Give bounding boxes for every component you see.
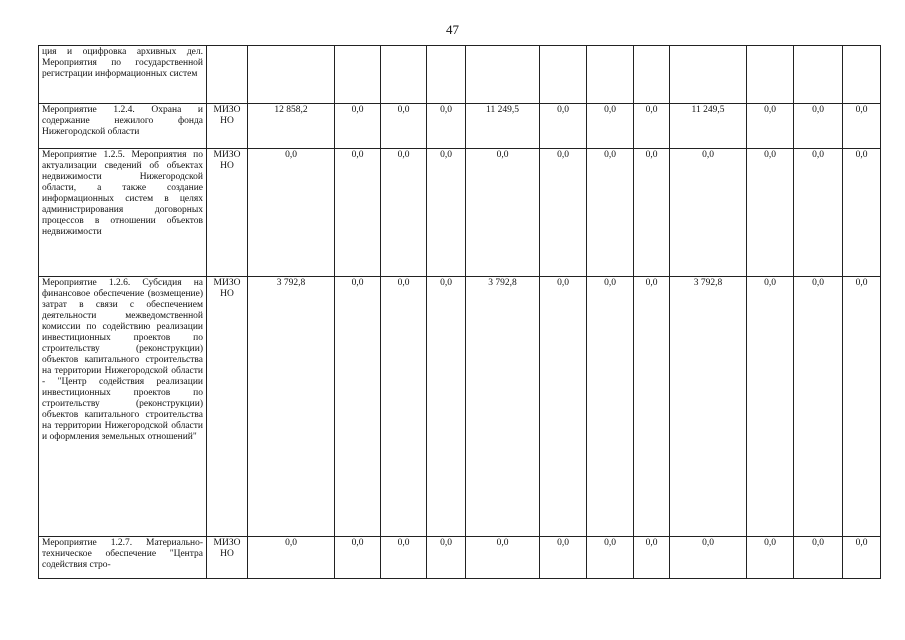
funding-value-cell: 0,0 (587, 537, 634, 579)
funding-value-cell: 0,0 (843, 277, 881, 537)
funding-value-cell (794, 46, 843, 104)
funding-value-cell: 11 249,5 (670, 104, 747, 149)
funding-value-cell: 0,0 (540, 277, 587, 537)
funding-value-cell: 12 858,2 (248, 104, 335, 149)
funding-value-cell: 0,0 (670, 149, 747, 277)
table-row (39, 149, 881, 277)
funding-value-cell (466, 46, 540, 104)
funding-value-cell (540, 46, 587, 104)
funding-value-cell: 0,0 (794, 104, 843, 149)
activity-description: Мероприятие 1.2.4. Охрана и содержание нежилого фонда Нижегородской области (39, 104, 207, 149)
funding-value-cell: 0,0 (843, 149, 881, 277)
responsible-executor: МИЗО НО (207, 149, 248, 277)
funding-value-cell: 3 792,8 (466, 277, 540, 537)
table-row (39, 104, 881, 149)
funding-value-cell: 11 249,5 (466, 104, 540, 149)
responsible-executor (207, 46, 248, 104)
activity-description: Мероприятие 1.2.6. Субсидия на финансовое обеспечение (возмещение) затрат в связи с обеспечением деятельности межведомственной комиссии по содействию реализации инвестиционных проектов по строительству (реконструкции) объектов капитального строительства на территории Нижегородской области - "Центр содействия реализации инвестиционных проектов по строительству (реконструкции) объектов капитального строительства на территории Нижегородской области и оформления земельных отношений" (39, 277, 207, 537)
funding-value-cell: 0,0 (794, 537, 843, 579)
funding-value-cell: 0,0 (634, 104, 670, 149)
funding-value-cell: 0,0 (747, 104, 794, 149)
funding-value-cell: 0,0 (794, 277, 843, 537)
funding-value-cell: 0,0 (335, 149, 381, 277)
funding-value-cell: 0,0 (587, 277, 634, 537)
funding-value-cell: 0,0 (335, 104, 381, 149)
funding-value-cell (747, 46, 794, 104)
table-row (39, 537, 881, 579)
funding-value-cell (381, 46, 427, 104)
funding-value-cell: 0,0 (466, 537, 540, 579)
funding-value-cell (587, 46, 634, 104)
funding-value-cell (427, 46, 466, 104)
activity-description: Мероприятие 1.2.5. Мероприятия по актуализации сведений об объектах недвижимости Нижегородской области, а также создание информационных систем в целях администрирования договорных процессов в отношении объектов недвижимости (39, 149, 207, 277)
page-number: 47 (446, 22, 459, 37)
funding-value-cell: 0,0 (427, 104, 466, 149)
funding-value-cell: 3 792,8 (670, 277, 747, 537)
funding-value-cell: 0,0 (587, 149, 634, 277)
funding-value-cell (634, 46, 670, 104)
funding-value-cell: 0,0 (843, 537, 881, 579)
funding-value-cell: 0,0 (381, 149, 427, 277)
table-row (39, 46, 881, 104)
funding-value-cell: 3 792,8 (248, 277, 335, 537)
program-activities-table (38, 45, 881, 579)
funding-value-cell: 0,0 (427, 149, 466, 277)
funding-value-cell: 0,0 (670, 537, 747, 579)
funding-value-cell: 0,0 (634, 149, 670, 277)
funding-value-cell: 0,0 (381, 104, 427, 149)
funding-value-cell (843, 46, 881, 104)
funding-value-cell (248, 46, 335, 104)
funding-value-cell: 0,0 (634, 537, 670, 579)
table-row (39, 277, 881, 537)
funding-value-cell: 0,0 (335, 277, 381, 537)
funding-value-cell (335, 46, 381, 104)
funding-value-cell: 0,0 (634, 277, 670, 537)
funding-value-cell: 0,0 (335, 537, 381, 579)
funding-value-cell: 0,0 (381, 537, 427, 579)
funding-value-cell: 0,0 (248, 149, 335, 277)
funding-value-cell: 0,0 (843, 104, 881, 149)
funding-value-cell: 0,0 (427, 537, 466, 579)
funding-value-cell: 0,0 (381, 277, 427, 537)
responsible-executor: МИЗО НО (207, 277, 248, 537)
funding-value-cell: 0,0 (248, 537, 335, 579)
funding-value-cell: 0,0 (466, 149, 540, 277)
responsible-executor: МИЗО НО (207, 537, 248, 579)
funding-value-cell: 0,0 (747, 537, 794, 579)
activity-description: ция и оцифровка архивных дел. Мероприятия по государственной регистрации информационных систем (39, 46, 207, 104)
funding-value-cell: 0,0 (747, 277, 794, 537)
funding-value-cell: 0,0 (587, 104, 634, 149)
funding-value-cell: 0,0 (794, 149, 843, 277)
funding-value-cell: 0,0 (747, 149, 794, 277)
funding-value-cell: 0,0 (540, 104, 587, 149)
funding-value-cell: 0,0 (540, 537, 587, 579)
responsible-executor: МИЗО НО (207, 104, 248, 149)
activity-description: Мероприятие 1.2.7. Материально-техническое обеспечение "Центра содействия стро- (39, 537, 207, 579)
funding-value-cell: 0,0 (427, 277, 466, 537)
funding-value-cell (670, 46, 747, 104)
funding-value-cell: 0,0 (540, 149, 587, 277)
